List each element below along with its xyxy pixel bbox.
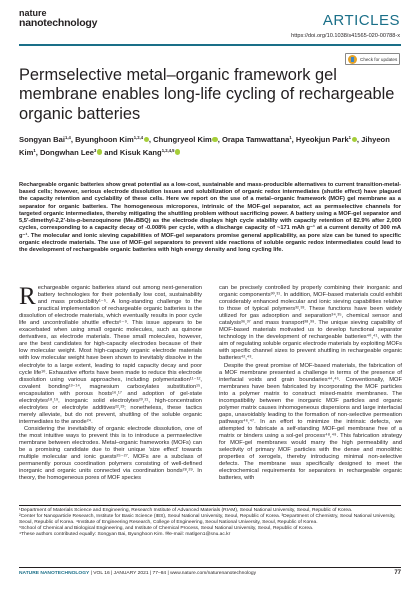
author-name[interactable] <box>75 135 149 144</box>
author-name-text: Hyeokjun Park <box>295 135 349 144</box>
author-name[interactable] <box>40 148 102 157</box>
affiliation-note: ⁵School of Chemical and Biological Engineering, and Institute of Chemical Process, Seoul National University, Seoul, Republic of Korea. <box>19 526 314 532</box>
orcid-icon[interactable] <box>144 137 149 142</box>
author-name[interactable] <box>153 135 218 144</box>
orcid-icon[interactable] <box>352 137 357 142</box>
orcid-icon[interactable] <box>212 137 217 142</box>
body-paragraph: Considering the inevitability of organic electrode dissolution, one of the most intuitive ways to prevent this is to introduce a permselective membrane between electrodes. Metal–organic frameworks (MOFs) can be a promising candidate due to their unique 'size effect' towards multiple molecular and ionic guests²⁵⁻²⁷. MOFs are a subclass of permanently porous coordination polymers consisting of well-defined inorganic and organic units connected via coordination bonds²⁸,²⁹. In theory, the homogeneous pores of MOF species <box>19 425 202 482</box>
author-affiliation-sup: 1,4 <box>65 135 71 140</box>
author-affiliation-sup: 1 <box>289 135 292 140</box>
journal-logo <box>19 9 99 37</box>
author-name[interactable] <box>296 135 357 144</box>
author-name-text: Dongwhan Lee <box>39 147 94 157</box>
author-list: Songyan Bai$^{1,4}$, Byunghoon Kim$^{1,2,4}$ , Chungryeol Kim , Orapa Tamwattana$^1$, Hyeokjun Park$^1$ , Jihyeon Kim$^1$, Dongwhan Lee$^3$ and Kisuk Kang$^{1,2,4,5}$ <box>19 135 390 157</box>
body-paragraph: can be precisely controlled by properly combining their inorganic and organic components³⁰,³¹. In addition, MOF-based materials could exhibit considerably enhanced molecular and ionic sieving capabilities relative to those of typical polymers³²,³³. These functions have been widely utilized for gas adsorption and separation³⁴,³⁵, chemical sensor and catalysis³⁶,³⁷ and mass transport³⁸,³⁹. The unique sieving capability of MOF-based materials motivated us to develop functional separator technology in the development of rechargeable batteries⁴⁰,⁴¹, with the aim of regulating soluble organic electrode materials by exploiting MOFs with specific channel sizes to prevent shuttling in rechargeable organic batteries⁴²,⁴³. <box>219 285 402 362</box>
body-column-right <box>219 285 402 482</box>
footer-issue: | VOL 16 | JANUARY 2021 | 77–84 | www.nature.com/naturenanotechnology <box>90 571 257 576</box>
crossmark-icon <box>348 55 357 64</box>
author-name[interactable] <box>222 135 292 144</box>
journal-logo-line2: nanotechnology <box>19 17 98 29</box>
author-name[interactable] <box>120 148 180 157</box>
contribution-note: ⁴These authors contributed equally: Songyan Bai, Byunghoon Kim. ✉e-mail: matlgen1@snu.ac.kr <box>19 532 231 538</box>
page-number: 77 <box>394 570 401 576</box>
footnotes <box>19 508 401 538</box>
author-name[interactable] <box>19 135 71 144</box>
abstract: Rechargeable organic batteries show great potential as a low-cost, sustainable and mass-producible alternatives to current transition-metal-based cells; however, serious electrode dissolution issues and solubilization of organic redox intermediates (shuttle effect) have plagued the capacity retention and cyclability of these cells. Here we report on the use of a metal–organic framework (MOF) gel membrane as a separator for organic batteries. The homogeneous micropores, intrinsic of the MOF-gel separator, act as permselective channels for targeted organic intermediates, thereby mitigating the shuttling problem without sacrificing power. A battery using a MOF-gel separator and 5,5′-dimethyl-2,2′-bis-p-benzoquinone (Me₂BBQ) as the electrode displays high cycle stability with capacity retention of 82.9% after 2,000 cycles, corresponding to a capacity decay of -0.008% per cycle, with a discharge capacity of ~171 mAh g⁻¹ at a current density of 300 mA g⁻¹. The molecular and ionic sieving capabilities of MOF-gel separators promise general applicability, as pore size can be tuned to specific organic electrode materials. The use of MOF-gel separators to prevent side reactions of soluble organic redox intermediates could lead to the development of rechargeable organic batteries with high energy density and long cycling life. <box>19 182 401 253</box>
check-for-updates-button[interactable] <box>345 53 400 65</box>
author-affiliation-sup: 1 <box>348 135 352 140</box>
author-affiliation-sup: 1,2,4 <box>133 135 144 140</box>
body-column-left <box>19 285 202 482</box>
footnote-divider <box>19 505 401 506</box>
author-name-text: Songyan Bai <box>19 135 65 144</box>
section-label: ARTICLES <box>322 12 400 29</box>
orcid-icon[interactable] <box>97 149 102 154</box>
author-name-text: Byunghoon Kim <box>75 135 134 144</box>
body-paragraph <box>19 285 202 426</box>
body-text: echargeable organic batteries stand out among next-generation battery technologies for their potentially low cost, sustainability and mass producibility¹⁻⁵. A long-standing challenge to the practical implementation of rechargeable organic batteries is the dissolution of electrode materials, which eventually results in poor cycle life and uncontrollable shuttle effects⁶⁻⁹. This issue appears to be exacerbated when using small organic molecules, such as quinone derivatives, as electrode materials. These small molecules, however, are the best candidates for high-capacity electrodes because of their low molecular weight. Most high-capacity organic electrode materials with low molecular weight have been shown to inevitably dissolve in the electrolyte to a large extent, leading to rapid capacity decay and poor cycle life¹⁰. Exhaustive efforts have been made to reduce this electrode dissolution using various approaches, including polymerization¹¹⁻¹², covalent bonding¹³⁻¹⁴, magnesium carboxylates substitution¹⁵, encapsulation with porous hosts¹⁶,¹⁷ and adoption of gel-state electrolytes¹⁸,¹⁹, inorganic solid electrolytes²⁰,²¹, high-concentration electrolytes or electrolyte additives²²,²³; nonetheless, these tactics merely alleviate, but do not prevent, shuttling of the soluble organic intermediates to the anode²⁴. <box>19 285 202 425</box>
author-name-text: Orapa Tamwattana <box>221 135 290 144</box>
orcid-icon[interactable] <box>175 149 180 154</box>
drop-cap: R <box>19 283 36 310</box>
author-affiliation-sup: 1 <box>33 147 36 153</box>
footer-citation <box>19 571 256 576</box>
article-title: Permselective metal–organic framework gel membrane enables long-life cycling of rechargeable organic batteries <box>19 66 395 123</box>
author-name-text: Jihyeon Kim <box>19 135 390 157</box>
author-affiliation-sup: 3 <box>93 147 97 153</box>
header-divider <box>19 44 401 46</box>
doi-link[interactable]: https://doi.org/10.1038/s41565-020-00788-x <box>291 33 400 39</box>
body-paragraph: Despite the great promise of MOF-based materials, the fabrication of a MOF membrane presented a challenge in terms of the presence of interfacial voids and grain boundaries⁴⁴,⁴⁵. Conventionally, MOF membranes have been fabricated by incorporating the MOF particles into a polymer matrix to construct mixed-matrix membranes. The incompatibility between the inorganic MOF particles and organic polymer matrix causes inhomogeneous dispersions and large interfacial gaps, unavoidably leading to the formation of non-selective permeation pathways⁴⁶,⁴⁷. In an effort to minimize the intrinsic defects, we attempted to fabricate a self-standing MOF-gel membrane free of a matrix or binders using a sol-gel process⁴⁸,⁴⁹. This fabrication strategy for MOF-gel membranes would marry the high permeability and selectivity of primary MOF particles with the dense and monolithic properties of xerogels, thereby introducing minimal non-selective defects. The membrane was specifically designed to meet the electrochemical requirements for separators in rechargeable organic batteries, with <box>219 362 402 482</box>
footer-journal: NATURE NANOTECHNOLOGY <box>19 571 90 576</box>
author-name-text: Chungryeol Kim <box>153 135 212 144</box>
affiliation-note: ¹Department of Materials Science and Engineering, Research Institute of Advanced Materials (RIAM), Seoul National University, Seoul, Republic of Korea. <box>19 508 353 513</box>
affiliation-note: ²Center for Nanoparticle Research, Institute for Basic Science (IBS), Seoul National University, Seoul, Republic of Korea. ³Department of Chemistry, Seoul National University, Seoul, Republic of Korea. ⁴Institute of Engineering Research, College of Engineering, Seoul National University, Seoul, Republic of Korea. <box>19 514 396 526</box>
author-affiliation-sup: 1,2,4,5 <box>161 147 175 153</box>
author-name-text: Kisuk Kang <box>119 147 162 157</box>
footer-divider <box>19 567 401 568</box>
check-for-updates-label: Check for updates <box>360 56 398 62</box>
journal-logo-line1: nature <box>19 8 47 18</box>
